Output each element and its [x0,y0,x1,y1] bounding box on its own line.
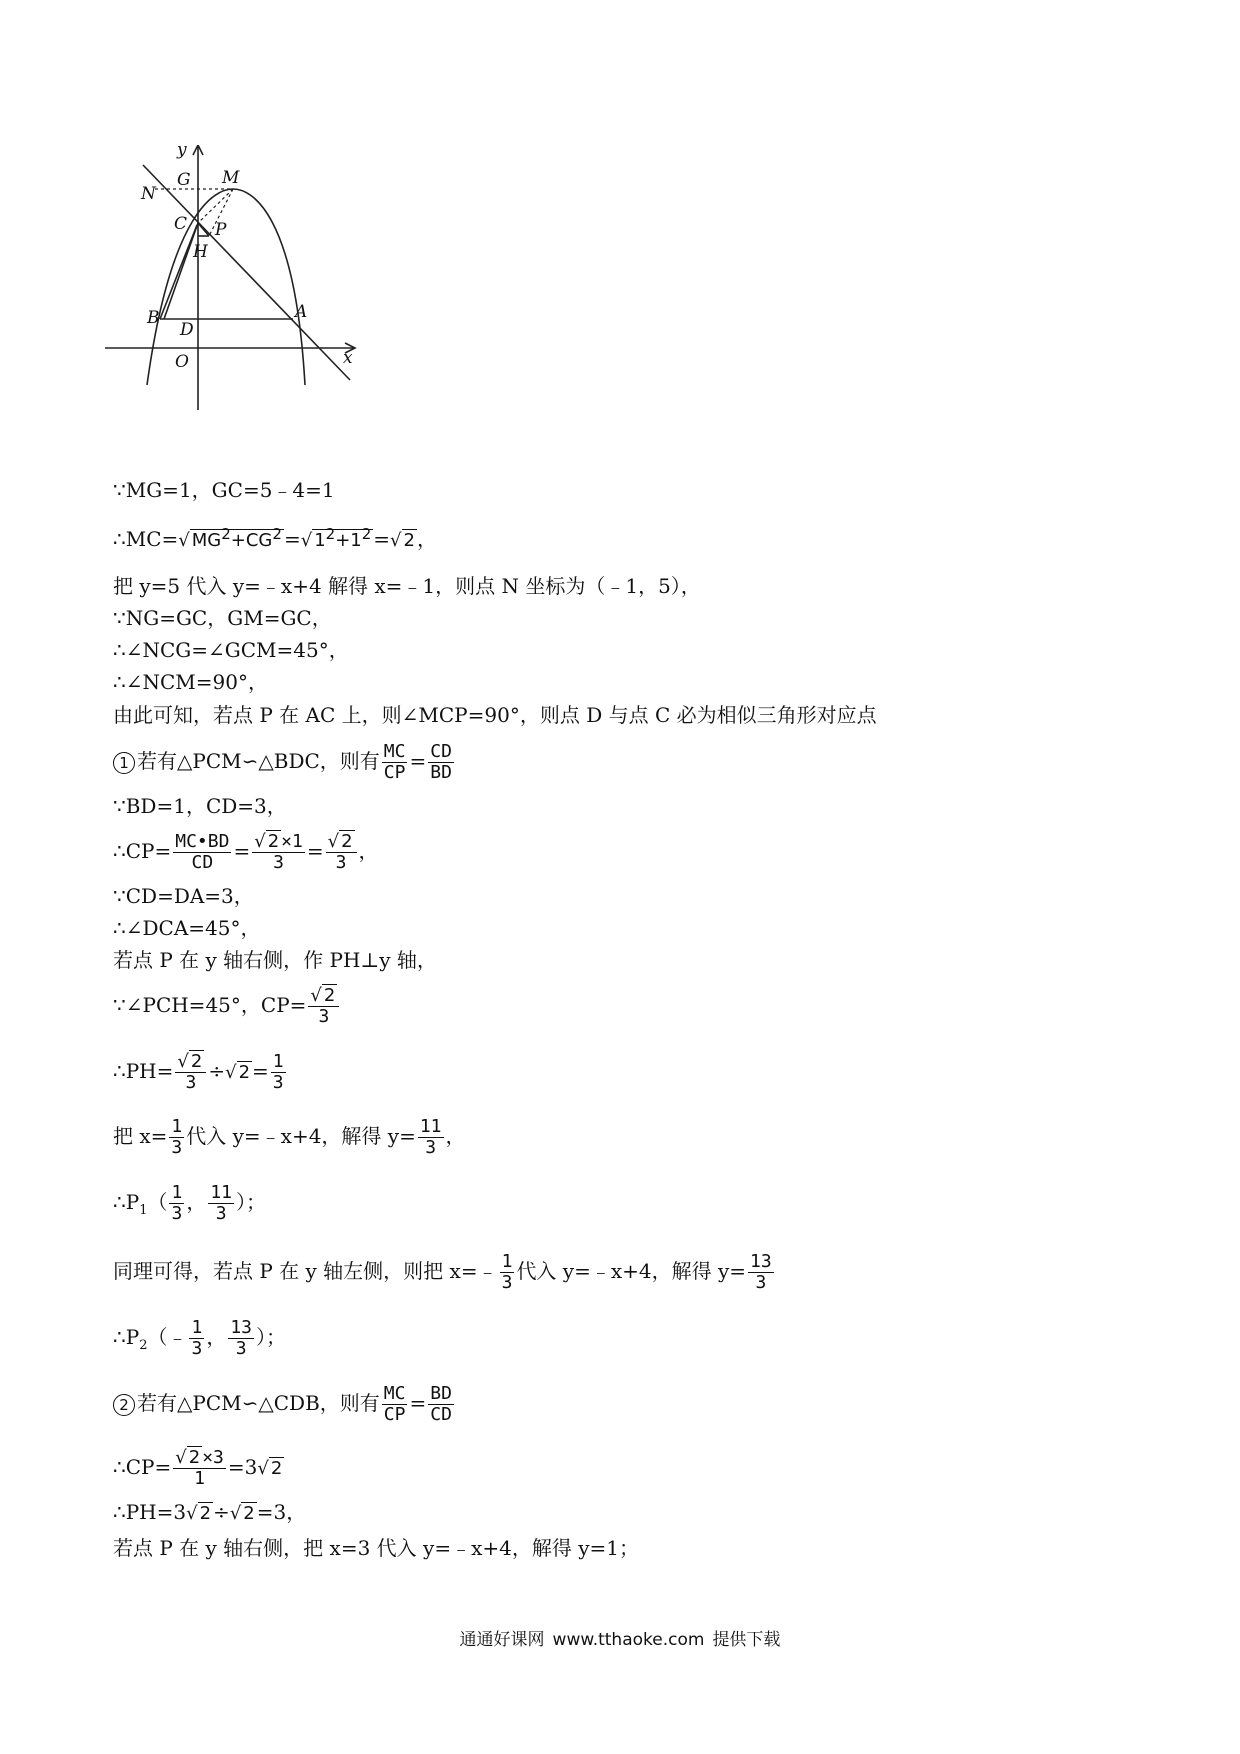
solution-line [113,703,877,727]
fraction: $\frac{MC•BD}{CD}$ [175,831,230,873]
fraction: $\frac{CD}{BD}$ [430,741,452,783]
fraction: $\frac{√ 2 \times 3}{1}$ [175,1447,224,1489]
line-text: 若有△PCM∽△BDC，则有 [137,749,380,773]
segment-cp [198,223,209,236]
label-a: A [295,302,308,322]
line-text: ∵∠PCH=45°，CP= [113,993,307,1017]
line-text: 把 x= [113,1124,168,1148]
fraction: $\frac{√ 2 \times 1}{3}$ [254,831,303,873]
solution-line [113,948,437,972]
line-text: 若点 P 在 y 轴右侧，把 x=3 代入 y=﹣x+4，解得 y=1； [113,1536,639,1560]
line-text: ∵NG=GC，GM=GC， [113,606,332,630]
label-b: B [147,308,160,328]
solution-line [113,670,268,694]
solution-line: 2 若有△PCM∽△CDB，则有 $\frac{MC}{CP}$ = $\frac{BD}{CD}$ [113,1384,456,1425]
line-text: 若点 P 在 y 轴右侧，作 PH⊥y 轴， [113,948,437,972]
solution-line [113,638,349,662]
fraction: $\frac{1}{3}$ [171,1182,183,1224]
footer-site-name: 通通好课网 [459,1630,545,1650]
label-o: O [175,352,189,372]
fraction: $\frac{1}{3}$ [501,1251,513,1293]
solution-line: ∴MC=√ $MG^2+CG^2$ =√ $1^2+1^2$ =√ 2 ， [113,522,437,553]
fraction: $\frac{√ 2}{3}$ [326,832,357,873]
line-text: ∵BD=1，CD=3， [113,794,287,818]
label-y: y [177,145,187,160]
solution-line [113,574,701,598]
solution-line [113,794,287,818]
solution-line: ∴PH= $\frac{√ 2}{3}$ ÷√ 2 = $\frac{1}{3}$ [113,1051,284,1093]
fraction: $\frac{1}{3}$ [191,1317,203,1359]
label-x: x [343,348,353,368]
fraction: $\frac{1}{3}$ [272,1051,284,1093]
line-text: 把 y=5 代入 y=﹣x+4 解得 x=﹣1，则点 N 坐标为（﹣1，5）， [113,574,701,598]
solution-line [113,986,341,1027]
solution-line [113,916,260,940]
solution-line: ∴CP= $\frac{√ 2 \times 3}{1}$ =3√ 2 [113,1447,283,1489]
label-g: G [177,170,191,190]
line-text: 由此可知，若点 P 在 AC 上，则∠MCP=90°，则点 D 与点 C 必为相似三角形对应点 [113,703,877,727]
fraction: $\frac{11}{3}$ [419,1116,442,1158]
solution-line: 同理可得，若点 P 在 y 轴左侧，则把 x=﹣ $\frac{1}{3}$ 代入 y=﹣x+4，解得 y= $\frac{13}{3}$ [113,1251,772,1293]
label-m: M [222,168,240,188]
fraction: $\frac{MC}{CP}$ [383,1383,406,1425]
line-text: ∴CP= [113,1455,172,1479]
line-text: ∴PH= [113,1059,174,1083]
fraction: $\frac{13}{3}$ [230,1317,252,1359]
solution-line: 1 若有△PCM∽△BDC，则有 $\frac{MC}{CP}$ = $\frac{CD}{BD}$ [113,742,456,783]
solution-line [113,1536,639,1560]
line-text: ∴∠DCA=45°， [113,916,261,940]
label-n: N [141,184,156,204]
line-text: ∴CP= [113,839,172,863]
line-text: ∵MG=1，GC=5﹣4=1 [113,478,335,502]
label-d: D [180,320,194,340]
fraction: $\frac{MC}{CP}$ [383,741,406,783]
sqrt-expression: √ $MG^2+CG^2$ [178,525,282,551]
solution-line: ∴CP= $\frac{MC•BD}{CD}$ = $\frac{√ 2 \times 1}{3}$ = $\frac{√ 2}{3}$ ， [113,831,379,873]
solution-line: 把 x= $\frac{1}{3}$ 代入 y=﹣x+4，解得 y= $\frac{11}{3}$ ， [113,1116,466,1158]
label-p: P [215,220,227,240]
parabola [147,189,308,385]
line-text: ∴P [113,1325,140,1349]
line-text: ∴PH=3 [113,1500,187,1524]
solution-line: ∴PH=3√ 2 ÷√ 2 =3， [113,1500,307,1524]
label-h: H [193,242,208,262]
sqrt-expression: √ $1^2+1^2$ [300,525,372,551]
line-text: ∵CD=DA=3， [113,884,254,908]
label-c: C [174,214,188,234]
circled-number: 2 [113,1394,135,1416]
line-text: ∴MC= [113,527,179,551]
solution-line [113,606,332,630]
fraction: $\frac{11}{3}$ [210,1182,232,1224]
solution-line [113,478,335,502]
line-text: 同理可得，若点 P 在 y 轴左侧，则把 x=﹣ [113,1259,498,1283]
footer-url[interactable]: www.tthaoke.com [552,1630,705,1650]
line-text: ∴∠NCG=∠GCM=45°， [113,638,349,662]
coordinate-figure [105,145,415,435]
fraction: $\frac{13}{3}$ [750,1251,772,1293]
fraction: $\frac{BD}{CD}$ [430,1383,452,1425]
fraction: $\frac{1}{3}$ [171,1116,183,1158]
sqrt-expression: √ 2 [390,530,415,551]
segment-bc-2 [164,223,198,319]
line-text: ∴P [113,1190,140,1214]
page-footer [0,1625,1240,1650]
line-text: 若有△PCM∽△CDB，则有 [137,1391,380,1415]
fraction: $\frac{√ 2}{3}$ [175,1052,206,1093]
solution-line: $\therefore P_2(﹣$ $\frac{1}{3}$ ， $\frac{13}{3}$ ）； [113,1317,286,1359]
fraction: $\frac{√ 2}{3}$ [308,986,339,1027]
circled-number: 1 [113,752,135,774]
solution-line [113,884,254,908]
solution-line: $\therefore P_1$（ $\frac{1}{3}$ ， $\frac{11}{3}$ ）； [113,1182,266,1224]
line-text: ∴∠NCM=90°， [113,670,268,694]
footer-action: 提供下载 [712,1630,781,1650]
